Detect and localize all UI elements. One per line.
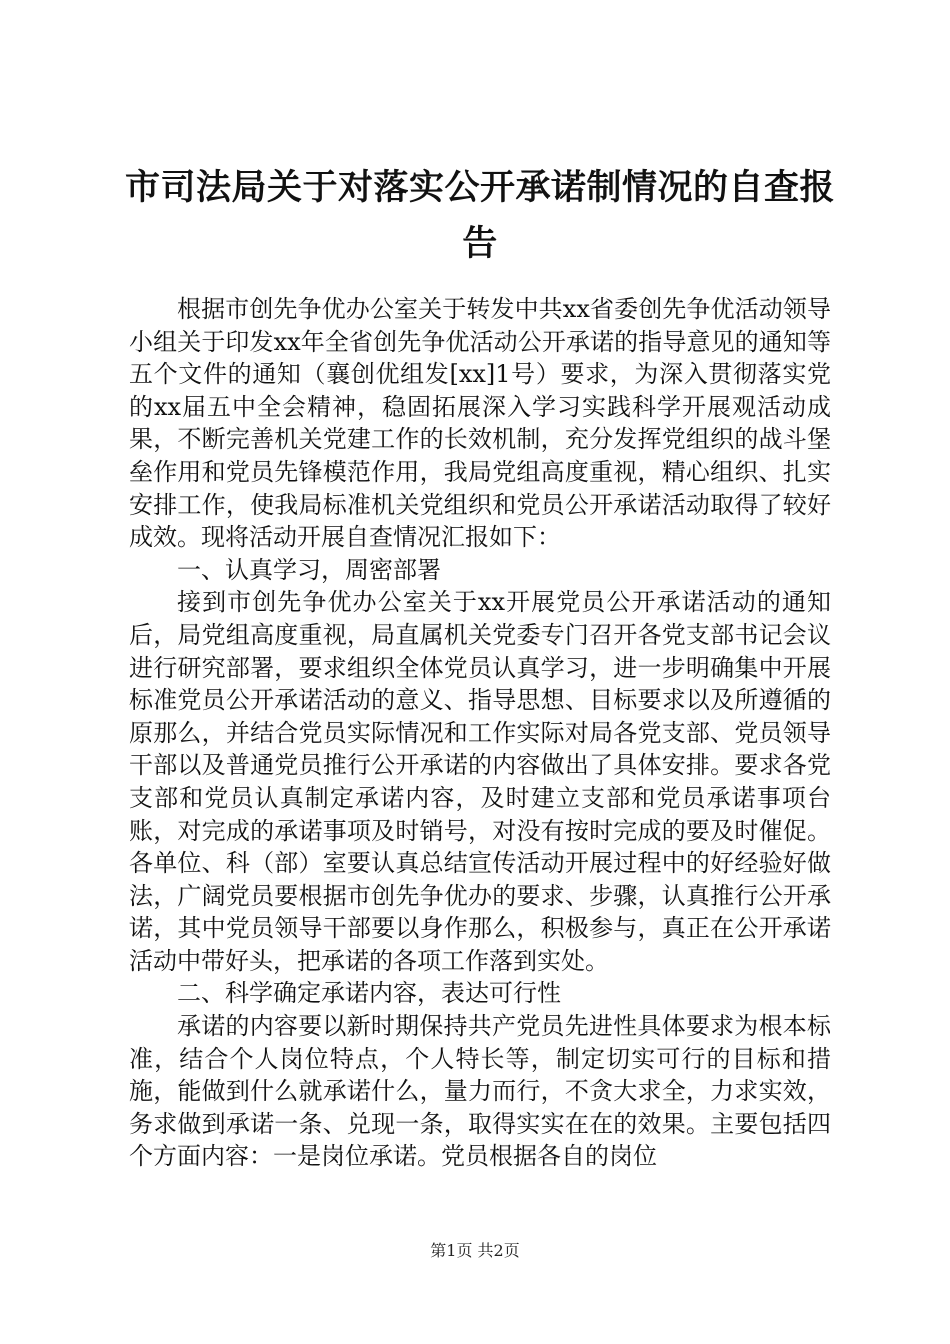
section-heading-1: 一、认真学习，周密部署 (177, 555, 441, 584)
section-heading-2: 二、科学确定承诺内容，表达可行性 (177, 979, 561, 1008)
paragraph-section-1: 接到市创先争优办公室关于xx开展党员公开承诺活动的通知后，局党组高度重视，局直属机关党委专门召开各党支部书记会议进行研究部署，要求组织全体党员认真学习，进一步明确集中开展标准党员公开承诺活动的意义、指导思想、目标要求以及所遵循的原那么，并结合党员实际情况和工作实际对局各党支部、党员领导干部以及普通党员推行公开承诺的内容做出了具体安排。要求各党支部和党员认真制定承诺内容，及时建立支部和党员承诺事项台账，对完成的承诺事项及时销号，对没有按时完成的要及时催促。各单位、科（部）室要认真总结宣传活动开展过程中的好经验好做法，广阔党员要根据市创先争优办的要求、步骤，认真推行公开承诺，其中党员领导干部要以身作那么，积极参与，真正在公开承诺活动中带好头，把承诺的各项工作落到实处。 (129, 588, 831, 975)
document-title: 市司法局关于对落实公开承诺制情况的自查报告 (124, 167, 835, 264)
paragraph-intro: 根据市创先争优办公室关于转发中共xx省委创先争优活动领导小组关于印发xx年全省创先争优活动公开承诺的指导意见的通知等五个文件的通知（襄创优组发[xx]1号）要求，为深入贯彻落实党的xx届五中全会精神，稳固拓展深入学习实践科学开展观活动成果，不断完善机关党建工作的长效机制，充分发挥党组织的战斗堡垒作用和党员先锋模范作用，我局党组高度重视，精心组织、扎实安排工作，使我局标准机关党组织和党员公开承诺活动取得了较好成效。现将活动开展自查情况汇报如下： (129, 295, 831, 552)
document-body (129, 293, 831, 1173)
paragraph-section-2: 承诺的内容要以新时期保持共产党员先进性具体要求为根本标准，结合个人岗位特点，个人特长等，制定切实可行的目标和措施，能做到什么就承诺什么，量力而行，不贪大求全，力求实效，务求做到承诺一条、兑现一条，取得实实在在的效果。主要包括四个方面内容：一是岗位承诺。党员根据各自的岗位 (129, 1012, 831, 1171)
page-footer: 第1页 共2页 (430, 1241, 520, 1260)
